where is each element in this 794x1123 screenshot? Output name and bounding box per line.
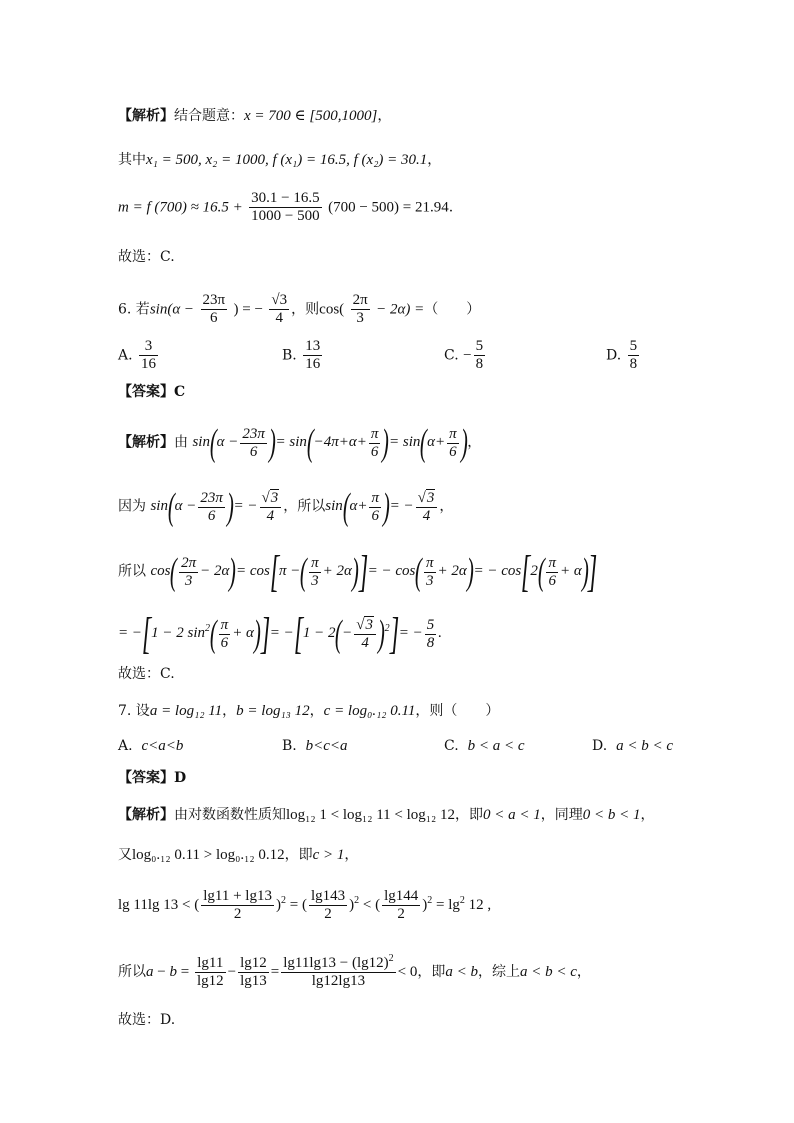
solution-6-line-1 [118,424,481,462]
formula: b = log₁₃ 12 [236,703,310,719]
formula: a < b [445,963,478,980]
option-label: B. [282,738,297,754]
text: ， [467,434,482,451]
text: ，则（ ） [415,703,500,719]
denominator: 8 [475,356,484,372]
answer-6: 【答案】C [118,384,186,400]
formula: c > 1 [312,847,345,863]
fraction [249,190,321,225]
numerator: 5 [475,338,484,354]
numerator: 13 [305,338,321,354]
text: 由对数函数性质知 [174,807,286,823]
denominator: 8 [629,356,638,372]
fraction [303,338,322,373]
formula: lg 11lg 13 < ( $\frac{\lg 11 + \lg 13}{2}$ )$^2$ = ( $\frac{\lg 143}{2}$ )$^2$ < ( $\frac{\lg 144}{2}$ )$^2 = \lg^2 12$ , [118,888,492,922]
option-text: a < b < c [616,738,673,754]
formula: cos( $\frac{2\pi}{3}$ − 2α)= cos[π −( $\frac{\pi}{3}$ + 2α)]= − cos( $\frac{\pi}{3}$ + 2α)= − cos[2( $\frac{\pi}{6}$ + α)] [150,547,598,596]
text: 所以 [118,963,146,980]
numerator: 5 [629,338,638,354]
formula: − 2α) = [376,301,425,318]
solution-line-2 [118,150,441,170]
denominator: 1000 − 500 [251,208,320,224]
formula: c = log₀.₁₂ 0.11 [323,703,416,719]
fraction [269,292,289,327]
option-b [282,736,348,756]
text: 由 [174,434,188,451]
analysis-label: 【解析】 [118,807,174,823]
formula-lhs: m = f (700) ≈ 16.5 + [118,199,243,216]
text: ， [377,108,392,124]
option-label: C. [444,347,459,364]
numerator: √3 [271,292,288,308]
sign: − [463,347,472,364]
option-label: B. [282,347,297,364]
denominator: 3 [356,310,364,326]
formula: ) = − [233,301,263,318]
question-number: 6. 若 [118,301,150,318]
option-a [118,736,183,756]
denominator: 4 [275,310,284,326]
solution-7-line-1 [118,805,655,825]
formula: cos( [319,301,345,318]
solution-7-line-4 [118,955,591,990]
option-c [444,338,487,373]
numerator: 23π [202,292,226,308]
question-6 [118,292,480,327]
solution-conclusion: 故选：C. [118,249,175,265]
solution-line-3 [118,190,453,225]
option-d [606,338,641,373]
solution-6-line-2 [118,488,453,526]
text: 其中 [118,152,146,168]
option-b [282,338,324,373]
text: 所以 [118,563,146,580]
formula: a < b < c [519,963,577,980]
text: . [448,199,454,216]
formula: log₁₂ 1 < log₁₂ 11 < log₁₂ 12 [286,807,455,823]
option-text: c<a<b [141,738,184,754]
fraction [139,338,158,373]
formula: a = log₁₂ 11 [149,703,223,719]
option-text: b < a < c [467,738,525,754]
formula-rhs: (700 − 500) = 21.94 [328,199,449,216]
text: ，则 [291,301,320,318]
formula: 0 < b < 1 [582,807,641,823]
denominator: 16 [141,356,157,372]
text: ，即 [417,963,446,980]
formula: x = 700 ∈ [500,1000] [244,108,378,124]
question-7: 7. 设a = log₁₂ 11，b = log₁₃ 12，c = log₀.₁₂ 0.11，则（ ） [118,703,500,719]
solution-6-line-3 [118,547,598,596]
fraction [201,292,228,327]
text: ， [439,498,454,515]
option-label: C. [444,738,459,754]
text: ，同理 [540,807,583,823]
text: ， [640,807,655,823]
formula: 0 < a < 1 [483,807,541,823]
fraction [351,292,370,327]
formula: log₀.₁₂ 0.11 > log₀.₁₂ 0.12 [132,847,285,863]
option-a [118,338,160,373]
solution-7-conclusion: 故选：D. [118,1012,176,1028]
answer-7: 【答案】D [118,770,187,786]
formula: a − b = $\frac{\lg 11}{\lg 12}$ − $\frac{\lg 12}{\lg 13}$ = $\frac{\lg 11\lg 13 - (\lg 12)^2}{\lg 12\lg 13}$ < 0 [146,953,418,989]
answer-blank: （ ） [424,301,481,318]
text: 结合题意： [174,108,244,124]
fraction [474,338,486,373]
formula: sin(α+ $\frac{\pi}{6}$ )= − $\frac{√3}{4}$ [325,498,439,514]
denominator: 6 [210,310,218,326]
numerator: 2π [352,292,368,308]
option-d [592,736,673,756]
denominator: 16 [305,356,321,372]
text: ，即 [284,847,313,863]
text: ， [576,963,591,980]
formula: = −[1 − 2 $\sin^2$( $\frac{\pi}{6}$ + α)]= −[1 − 2(− $\frac{√3}{4}$ )$^2$]= − $\frac{5}{8}$ . [118,609,443,658]
option-label: D. [606,347,622,364]
formula: x₁ = 500, x₂ = 1000, f (x₁) = 16.5, f (x₂) = 30.1 [146,152,428,168]
solution-6-conclusion: 故选：C. [118,666,175,682]
text: ， [427,152,442,168]
question-number: 7. 设 [118,703,150,719]
solution-7-line-2 [118,845,358,865]
text: ，所以 [283,498,326,515]
option-label: D. [592,738,608,754]
analysis-label: 【解析】 [118,108,174,124]
numerator: 3 [139,338,158,356]
analysis-label: 【解析】 [118,434,174,451]
formula: sin(α − $\frac{23\pi}{6}$ )= − $\frac{√3}{4}$ [150,498,283,514]
text: ，综上 [477,963,520,980]
fraction [628,338,640,373]
option-text: b<c<a [305,738,348,754]
formula: sin(α − $\frac{23\pi}{6}$ )= sin(−4π+α+ $\frac{\pi}{6}$ )= sin(α+ $\frac{\pi}{6}$ ) [192,422,468,464]
numerator: 30.1 − 16.5 [251,190,320,206]
solution-7-line-3 [118,888,491,923]
option-label: A. [118,738,133,754]
text: 又 [118,847,132,863]
text: 因为 [118,498,146,515]
option-c [444,736,524,756]
option-label: A. [118,347,133,364]
solution-6-line-4 [118,609,443,658]
text: ， [344,847,359,863]
solution-line-1 [118,106,391,126]
text: ，即 [455,807,483,823]
formula: sin(α − [149,301,195,318]
